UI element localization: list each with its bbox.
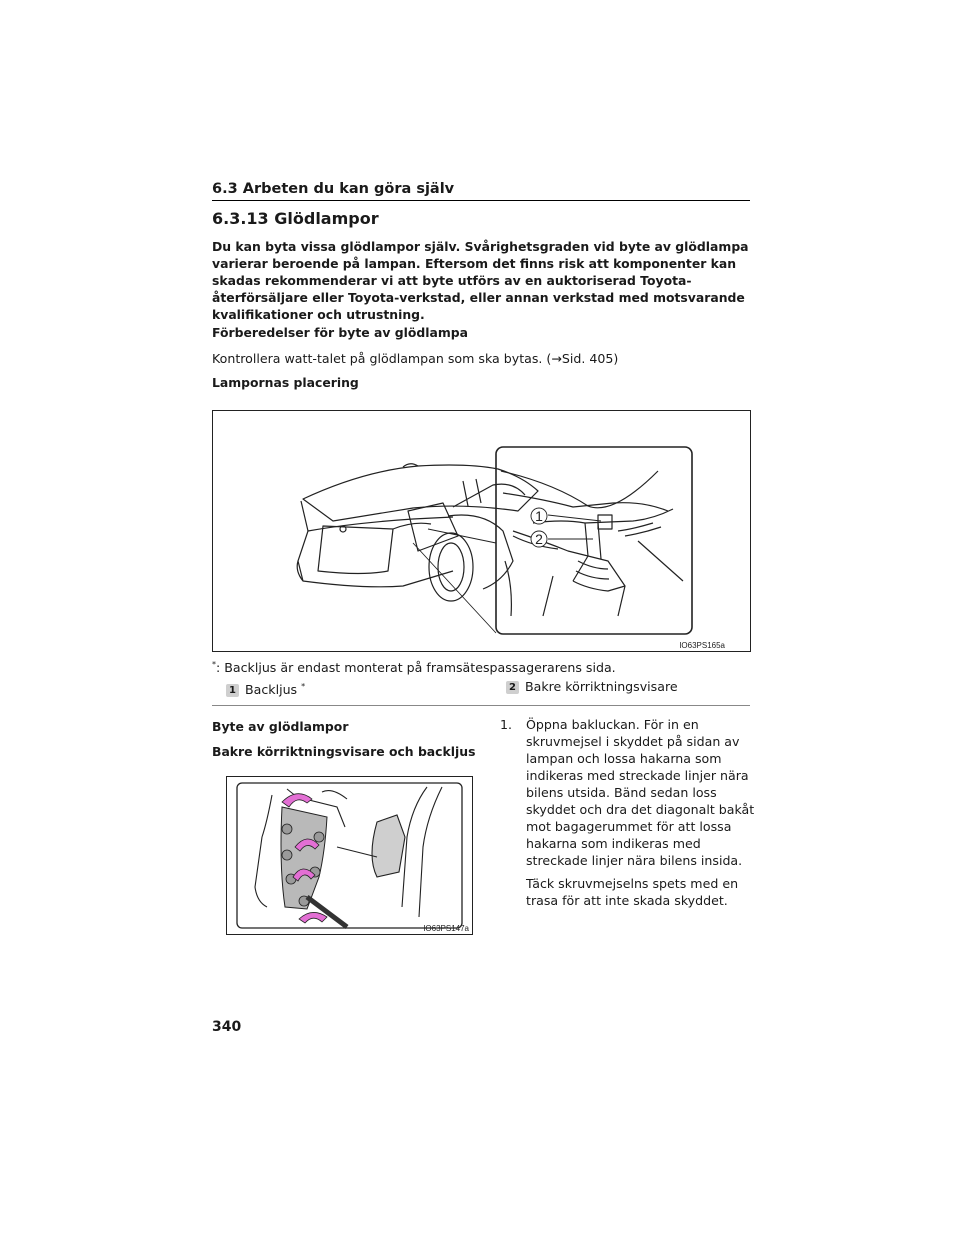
- legend-label-2: Bakre körriktningsvisare: [525, 679, 678, 694]
- step-text: Öppna bakluckan. För in en skruvmejsel i skyddet på sidan av lampan och lossa hakarna som indikeras med streckade linjer nära bilens utsida. Bänd sedan loss skyddet och dra det diagonalt bakåt mot bagagerummet för att lossa hakarna som indikeras med streckade linjer nära bilens insida.: [526, 717, 755, 868]
- cover-removal-figure: [226, 776, 473, 935]
- footnote-text: : Backljus är endast monterat på framsätespassagerarens sida.: [216, 660, 616, 676]
- footnote: [212, 656, 616, 676]
- section-divider: [212, 200, 750, 201]
- footnote-mark: *: [212, 660, 216, 669]
- legend-label-1: Backljus: [245, 682, 298, 698]
- car-rear-illustration: [213, 411, 750, 651]
- intro-paragraph: Du kan byta vissa glödlampor själv. Svårighetsgraden vid byte av glödlampa varierar beroende på lampan. Eftersom det finns risk att komponenter kan skadas rekommenderar vi att byte utförs av en auktoriserad Toyota-återförsäljare eller Toyota-verkstad, eller annan verkstad med motsvarande kvalifikationer och utrustning.: [212, 239, 749, 322]
- page-number: 340: [212, 1019, 242, 1035]
- placement-heading: Lampornas placering: [212, 375, 359, 390]
- cover-removal-illustration: [227, 777, 472, 934]
- preparation-text: Kontrollera watt-talet på glödlampan som ska bytas. (→Sid. 405): [212, 351, 619, 366]
- preparation-heading: Förberedelser för byte av glödlampa: [212, 325, 469, 340]
- legend-number-2: 2: [506, 681, 519, 694]
- step-note: Täck skruvmejselns spets med en trasa för att inte skada skyddet.: [526, 876, 739, 908]
- step-1: [500, 716, 755, 909]
- callout-1: 1: [535, 508, 543, 524]
- callout-2: 2: [535, 531, 543, 547]
- lamp-location-figure: [212, 410, 751, 652]
- legend-item-1: [226, 678, 305, 698]
- replacement-subheading: Bakre körriktningsvisare och backljus: [212, 744, 476, 759]
- legend-divider: [212, 705, 750, 706]
- legend-number-1: 1: [226, 684, 239, 697]
- legend-item-2: [506, 678, 678, 695]
- page-title: 6.3.13 Glödlampor: [212, 209, 379, 228]
- section-heading: 6.3 Arbeten du kan göra själv: [212, 181, 455, 197]
- replacement-heading: Byte av glödlampor: [212, 719, 349, 734]
- figure-code: IO63PS165a: [679, 641, 725, 650]
- legend-mark-1: *: [301, 682, 306, 691]
- step-number: 1.: [500, 717, 513, 732]
- figure-code-2: IO63PS147a: [423, 924, 469, 933]
